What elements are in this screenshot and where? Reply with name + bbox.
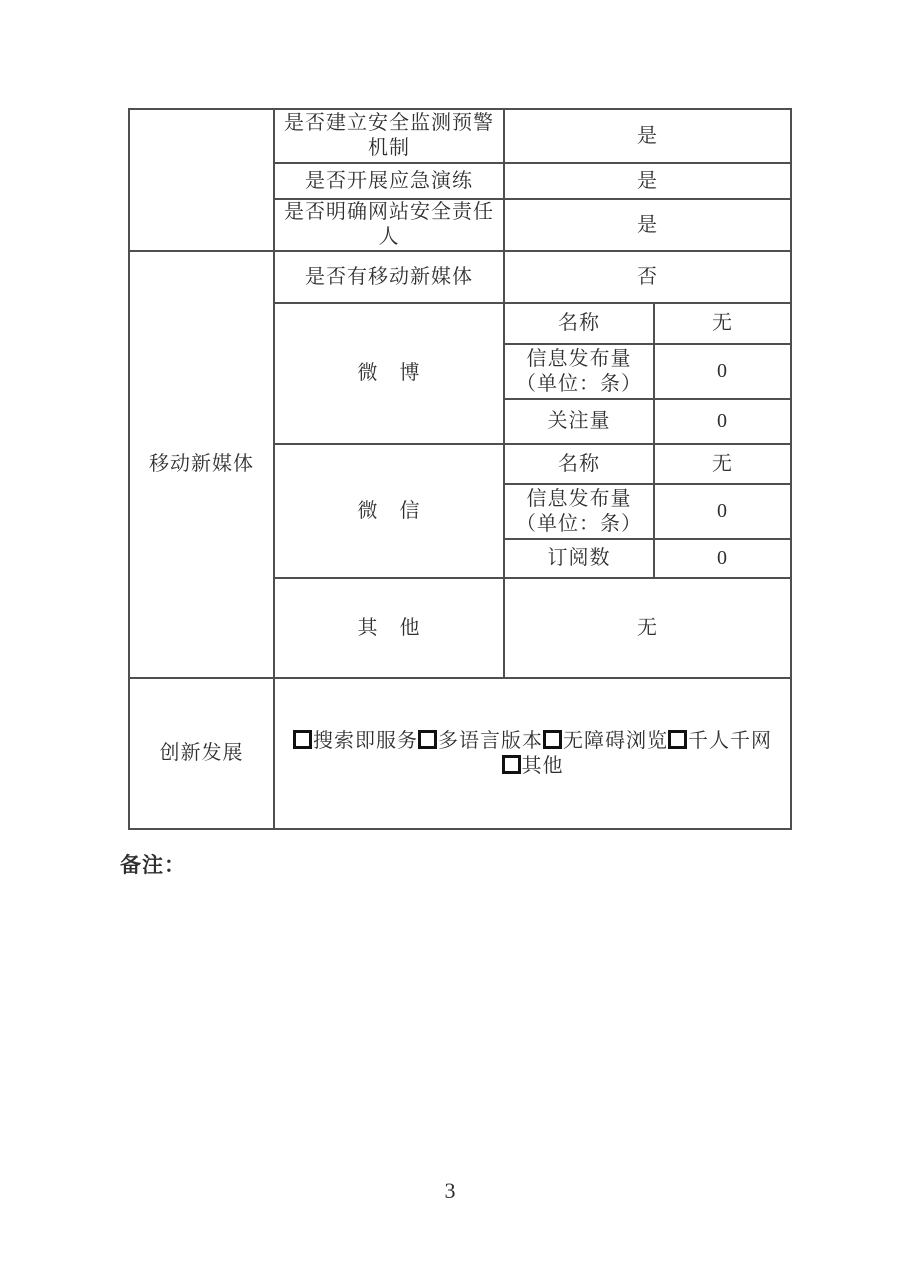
- wechat-subscribers-label: 订阅数: [504, 539, 654, 578]
- checkbox-icon: [418, 730, 437, 749]
- wechat-volume-label: [504, 484, 654, 539]
- other-media-label: 其 他: [274, 578, 504, 678]
- wechat-name-label: 名称: [504, 444, 654, 484]
- weibo-label-cell: 微 博: [274, 303, 504, 444]
- notes-label: 备注：: [120, 853, 186, 877]
- innovation-options-cell: [274, 678, 791, 829]
- answer-security-responsible-person: 是: [504, 199, 791, 251]
- checkbox-icon: [502, 755, 521, 774]
- question-line: 机制: [368, 137, 410, 159]
- innovation-option: [668, 730, 772, 752]
- wechat-volume-value: 0: [654, 484, 791, 539]
- innovation-option-label: 无障碍浏览: [563, 729, 668, 752]
- innovation-option-label: 搜索即服务: [313, 729, 418, 752]
- checkbox-icon: [293, 730, 312, 749]
- section-cell-empty: [129, 109, 274, 251]
- question-line: 是否建立安全监测预警: [284, 112, 494, 134]
- checkbox-icon: [543, 730, 562, 749]
- question-security-monitoring: [274, 109, 504, 163]
- label-line: （单位：条）: [516, 372, 642, 395]
- answer-emergency-drill: 是: [504, 163, 791, 199]
- weibo-name-value: 无: [654, 303, 791, 344]
- question-emergency-drill: 是否开展应急演练: [274, 163, 504, 199]
- innovation-option-label: 其他: [521, 754, 564, 777]
- innovation-option: [502, 755, 564, 777]
- innovation-option-label: 千人千网: [688, 729, 772, 752]
- innovation-option-label: 多语言版本: [438, 729, 543, 752]
- weibo-volume-label: [504, 344, 654, 399]
- answer-security-monitoring: 是: [504, 109, 791, 163]
- section-cell-innovation: 创新发展: [129, 678, 274, 829]
- section-cell-mobile-media: 移动新媒体: [129, 251, 274, 678]
- weibo-name-label: 名称: [504, 303, 654, 344]
- innovation-option: [418, 730, 543, 752]
- annual-report-table: [128, 108, 792, 830]
- other-media-value: 无: [504, 578, 791, 678]
- answer-has-mobile-media: 否: [504, 251, 791, 303]
- page-number: 3: [444, 1178, 456, 1203]
- weibo-followers-label: 关注量: [504, 399, 654, 444]
- wechat-subscribers-value: 0: [654, 539, 791, 578]
- wechat-label-cell: 微 信: [274, 444, 504, 578]
- weibo-followers-value: 0: [654, 399, 791, 444]
- wechat-name-value: 无: [654, 444, 791, 484]
- innovation-option: [293, 730, 418, 752]
- checkbox-icon: [668, 730, 687, 749]
- label-line: 信息发布量: [526, 347, 632, 370]
- innovation-option: [543, 730, 668, 752]
- label-line: （单位：条）: [516, 512, 642, 535]
- question-security-responsible-person: 是否明确网站安全责任人: [274, 199, 504, 251]
- question-has-mobile-media: 是否有移动新媒体: [274, 251, 504, 303]
- weibo-volume-value: 0: [654, 344, 791, 399]
- label-line: 信息发布量: [526, 487, 632, 510]
